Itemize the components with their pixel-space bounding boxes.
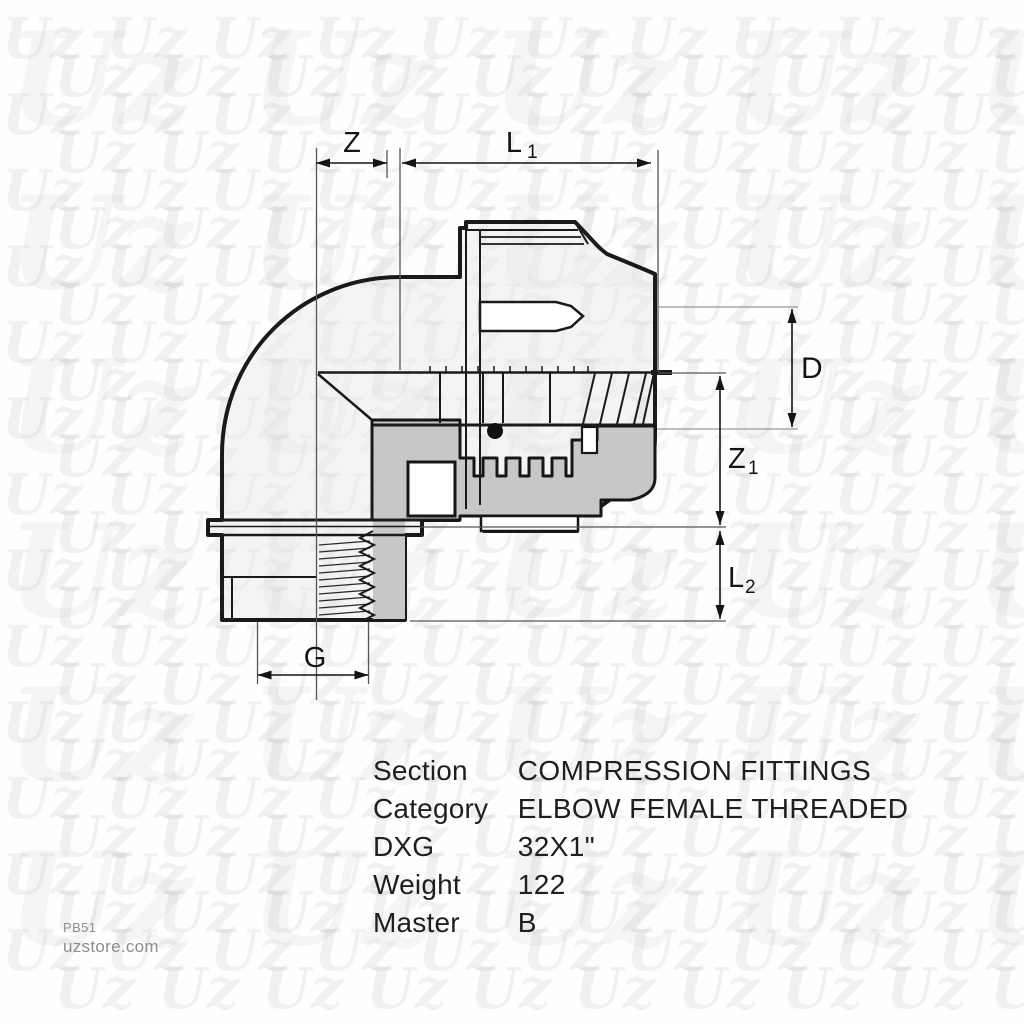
grip-insert-tab: [480, 302, 583, 331]
dim-label-z: Z: [343, 127, 361, 159]
spec-row-master: [373, 904, 908, 942]
spec-value: ELBOW FEMALE THREADED: [517, 793, 909, 824]
spec-label: DXG: [373, 831, 435, 862]
spec-label: Weight: [373, 869, 461, 900]
o-ring-dot: [487, 423, 503, 439]
spec-value: COMPRESSION FITTINGS: [517, 755, 872, 786]
bore-notch: [408, 462, 455, 516]
dim-label-l1: L: [505, 127, 523, 159]
dim-label-z1: Z: [728, 443, 746, 475]
spec-row-section: [373, 752, 908, 790]
spec-value: B: [517, 907, 537, 938]
spec-label: Category: [373, 793, 489, 824]
spec-label: Section: [373, 755, 468, 786]
store-credit: [63, 918, 159, 956]
dim-label-g: G: [303, 642, 327, 674]
product-code: PB51: [63, 920, 97, 935]
dim-label-l1-sub: 1: [527, 142, 538, 163]
nut-skirt: [481, 516, 578, 531]
spec-row-dxg: [373, 828, 908, 866]
dim-label-z1-sub: 1: [748, 458, 759, 479]
spec-row-weight: [373, 866, 908, 904]
dim-label-l2: L: [728, 562, 745, 594]
spec-value: 122: [517, 869, 566, 900]
dim-label-l2-sub: 2: [745, 577, 756, 598]
spec-value: 32X1": [517, 831, 596, 862]
spec-table: [373, 752, 908, 942]
store-url: uzstore.com: [63, 937, 159, 956]
spec-row-category: [373, 790, 908, 828]
spec-label: Master: [373, 907, 460, 938]
dim-label-d: D: [801, 352, 823, 385]
collet-gap-notch: [582, 427, 597, 453]
